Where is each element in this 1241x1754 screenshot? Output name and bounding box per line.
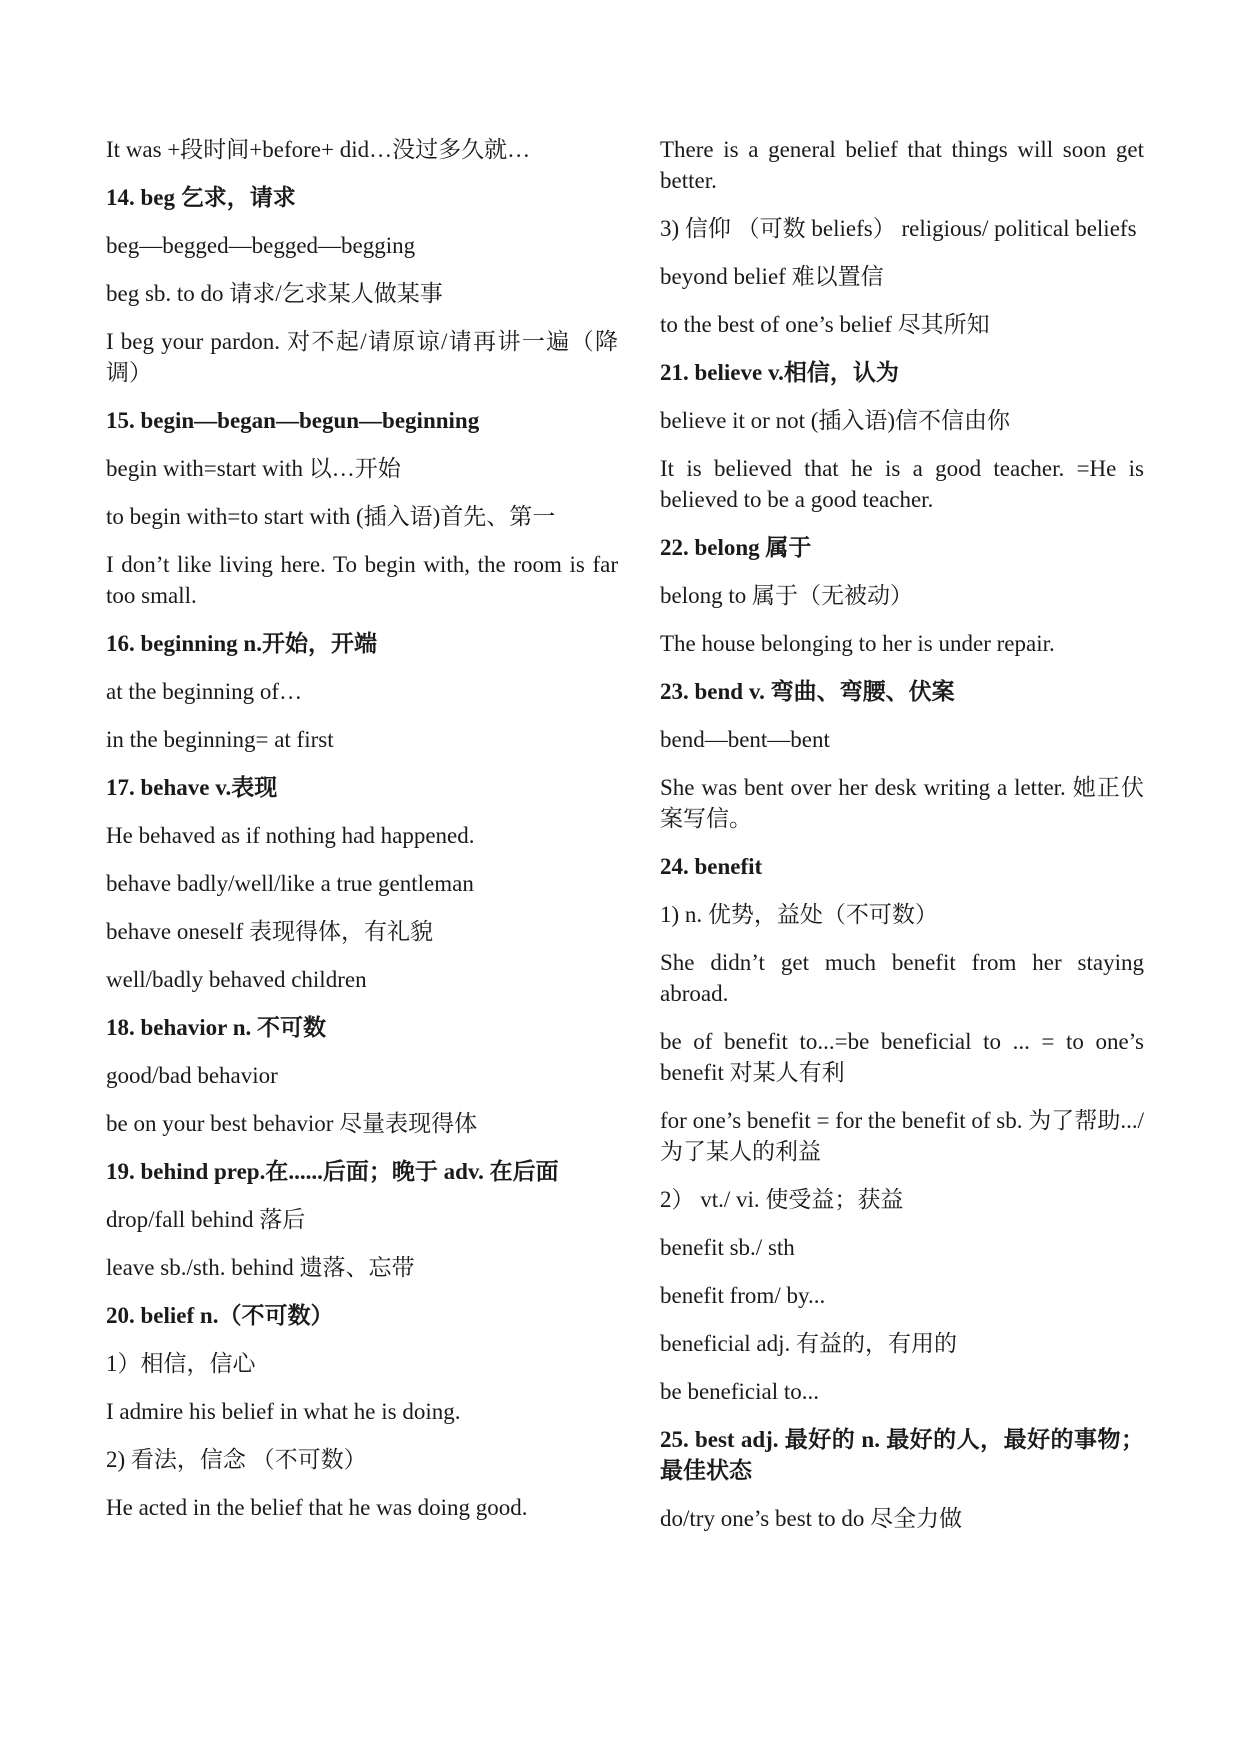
right-paragraph-25: do/try one’s best to do 尽全力做	[660, 1506, 963, 1531]
left-paragraph-7: begin with=start with 以…开始	[106, 456, 401, 481]
right-paragraph-10: The house belonging to her is under repair.	[660, 631, 1055, 656]
right-paragraph-1: There is a general belief that things will soon get better.	[660, 137, 1144, 193]
right-paragraph-4: to the best of one’s belief 尽其所知	[660, 312, 990, 337]
right-paragraph-3: beyond belief 难以置信	[660, 264, 884, 289]
left-paragraph-26: I admire his belief in what he is doing.	[106, 1399, 461, 1424]
entry-heading-behavior: 18. behavior n. 不可数	[106, 1015, 327, 1040]
left-paragraph-8: to begin with=to start with (插入语)首先、第一	[106, 504, 556, 529]
left-paragraph-3: beg—begged—begged—begging	[106, 233, 416, 258]
entry-heading-beg: 14. beg 乞求，请求	[106, 185, 296, 210]
entry-heading-begin: 15. begin—began—begun—beginning	[106, 408, 480, 433]
left-paragraph-1: It was +段时间+before+ did…没过多久就…	[106, 137, 531, 162]
right-paragraph-22: beneficial adj. 有益的，有用的	[660, 1331, 958, 1356]
left-paragraph-16: behave oneself 表现得体，有礼貌	[106, 919, 434, 944]
left-paragraph-20: be on your best behavior 尽量表现得体	[106, 1111, 478, 1136]
left-paragraph-17: well/badly behaved children	[106, 967, 367, 992]
entry-heading-benefit: 24. benefit	[660, 854, 763, 879]
left-paragraph-12: in the beginning= at first	[106, 727, 334, 752]
right-paragraph-13: She was bent over her desk writing a letter. 她正伏案写信。	[660, 775, 1144, 831]
entry-heading-beginning: 16. beginning n.开始，开端	[106, 631, 377, 656]
left-paragraph-4: beg sb. to do 请求/乞求某人做某事	[106, 281, 443, 306]
left-paragraph-5: I beg your pardon. 对不起/请原谅/请再讲一遍（降调）	[106, 329, 618, 385]
right-paragraph-6: believe it or not (插入语)信不信由你	[660, 408, 1011, 433]
entry-heading-behave: 17. behave v.表现	[106, 775, 278, 800]
left-paragraph-15: behave badly/well/like a true gentleman	[106, 871, 474, 896]
left-paragraph-23: leave sb./sth. behind 遗落、忘带	[106, 1255, 415, 1280]
right-paragraph-12: bend—bent—bent	[660, 727, 830, 752]
right-paragraph-19: 2） vt./ vi. 使受益；获益	[660, 1187, 904, 1212]
right-paragraph-21: benefit from/ by...	[660, 1283, 826, 1308]
right-paragraph-16: She didn’t get much benefit from her staying abroad.	[660, 950, 1144, 1006]
entry-heading-belong: 22. belong 属于	[660, 535, 812, 560]
entry-heading-bend: 23. bend v. 弯曲、弯腰、伏案	[660, 679, 955, 704]
entry-heading-believe: 21. believe v.相信，认为	[660, 360, 899, 385]
right-paragraph-9: belong to 属于（无被动）	[660, 583, 913, 608]
left-paragraph-25: 1）相信，信心	[106, 1351, 256, 1376]
right-paragraph-2: 3) 信仰 （可数 beliefs） religious/ political beliefs	[660, 216, 1137, 241]
right-paragraph-7: It is believed that he is a good teacher. =He is believed to be a good teacher.	[660, 456, 1144, 512]
left-paragraph-14: He behaved as if nothing had happened.	[106, 823, 475, 848]
left-paragraph-9: I don’t like living here. To begin with, the room is far too small.	[106, 552, 618, 608]
right-column	[660, 134, 1144, 1551]
left-paragraph-22: drop/fall behind 落后	[106, 1207, 306, 1232]
entry-heading-belief: 20. belief n.（不可数）	[106, 1303, 334, 1328]
right-paragraph-15: 1) n. 优势，益处（不可数）	[660, 902, 938, 927]
right-paragraph-17: be of benefit to...=be beneficial to ... = to one’s benefit 对某人有利	[660, 1029, 1144, 1085]
right-paragraph-20: benefit sb./ sth	[660, 1235, 795, 1260]
left-paragraph-11: at the beginning of…	[106, 679, 303, 704]
left-paragraph-28: He acted in the belief that he was doing good.	[106, 1495, 528, 1520]
right-paragraph-23: be beneficial to...	[660, 1379, 820, 1404]
left-paragraph-27: 2) 看法，信念 （不可数）	[106, 1447, 367, 1472]
right-paragraph-18: for one’s benefit = for the benefit of sb. 为了帮助.../为了某人的利益	[660, 1108, 1144, 1164]
left-column	[106, 134, 618, 1540]
left-paragraph-19: good/bad behavior	[106, 1063, 278, 1088]
entry-heading-best: 25. best adj. 最好的 n. 最好的人，最好的事物；最佳状态	[660, 1427, 1144, 1483]
entry-heading-behind: 19. behind prep.在......后面；晚于 adv. 在后面	[106, 1159, 559, 1184]
